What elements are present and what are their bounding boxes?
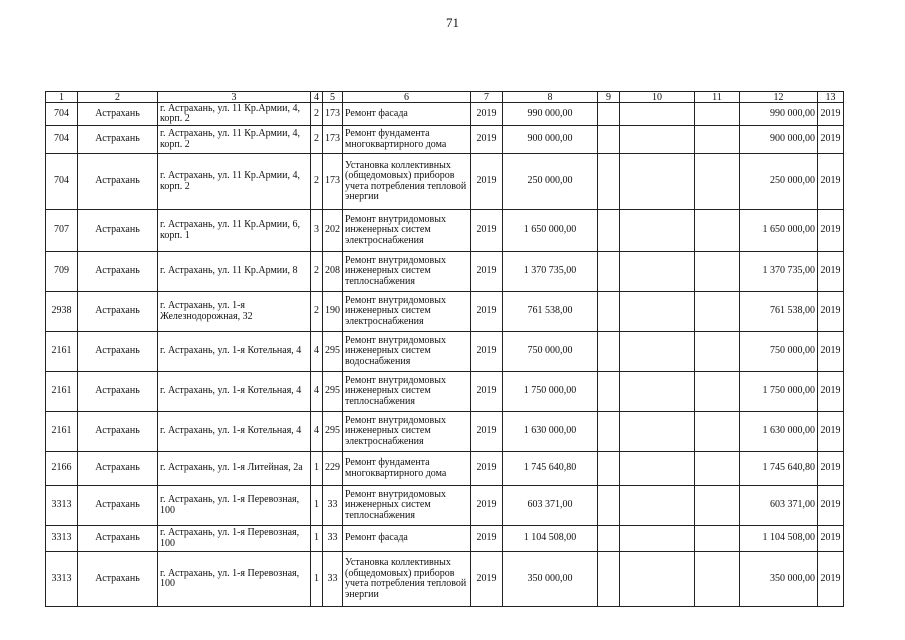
empty-cell [695, 292, 740, 332]
empty-cell [695, 210, 740, 252]
empty-cell [695, 486, 740, 526]
municipality-cell: Астрахань [78, 332, 158, 372]
apartments-cell: 295 [323, 332, 343, 372]
municipality-cell: Астрахань [78, 154, 158, 210]
apartments-cell: 33 [323, 486, 343, 526]
end-year-cell: 2019 [818, 154, 844, 210]
floors-cell: 4 [311, 332, 323, 372]
address-cell: г. Астрахань, ул. 11 Кр.Армии, 4, корп. 2 [158, 154, 311, 210]
apartments-cell: 229 [323, 452, 343, 486]
total-cost-cell: 1 750 000,00 [740, 372, 818, 412]
cost-cell: 1 745 640,80 [503, 452, 598, 486]
address-cell: г. Астрахань, ул. 1-я Котельная, 4 [158, 412, 311, 452]
apartments-cell: 173 [323, 126, 343, 154]
floors-cell: 4 [311, 412, 323, 452]
municipality-cell: Астрахань [78, 252, 158, 292]
total-cost-cell: 900 000,00 [740, 126, 818, 154]
empty-cell [598, 332, 620, 372]
empty-cell [598, 372, 620, 412]
address-cell: г. Астрахань, ул. 11 Кр.Армии, 6, корп. 1 [158, 210, 311, 252]
total-cost-cell: 1 630 000,00 [740, 412, 818, 452]
empty-cell [620, 103, 695, 126]
empty-cell [620, 332, 695, 372]
address-cell: г. Астрахань, ул. 11 Кр.Армии, 4, корп. 2 [158, 103, 311, 126]
work-type-cell: Ремонт фундамента многоквартирного дома [343, 126, 471, 154]
empty-cell [598, 552, 620, 607]
year-cell: 2019 [471, 126, 503, 154]
apartments-cell: 208 [323, 252, 343, 292]
table-row [46, 210, 844, 252]
total-cost-cell: 1 650 000,00 [740, 210, 818, 252]
address-cell: г. Астрахань, ул. 1-я Котельная, 4 [158, 332, 311, 372]
apartments-cell: 295 [323, 372, 343, 412]
row-id-cell: 704 [46, 103, 78, 126]
total-cost-cell: 750 000,00 [740, 332, 818, 372]
cost-cell: 1 650 000,00 [503, 210, 598, 252]
year-cell: 2019 [471, 412, 503, 452]
end-year-cell: 2019 [818, 452, 844, 486]
total-cost-cell: 1 370 735,00 [740, 252, 818, 292]
table-row [46, 372, 844, 412]
empty-cell [620, 372, 695, 412]
header-cell: 5 [323, 92, 343, 103]
row-id-cell: 2166 [46, 452, 78, 486]
year-cell: 2019 [471, 154, 503, 210]
address-cell: г. Астрахань, ул. 11 Кр.Армии, 8 [158, 252, 311, 292]
header-cell: 2 [78, 92, 158, 103]
total-cost-cell: 350 000,00 [740, 552, 818, 607]
row-id-cell: 3313 [46, 526, 78, 552]
work-type-cell: Установка коллективных (общедомовых) приборов учета потребления тепловой энергии [343, 154, 471, 210]
row-id-cell: 2161 [46, 332, 78, 372]
end-year-cell: 2019 [818, 332, 844, 372]
empty-cell [598, 154, 620, 210]
floors-cell: 2 [311, 103, 323, 126]
end-year-cell: 2019 [818, 292, 844, 332]
header-cell: 6 [343, 92, 471, 103]
header-row [46, 92, 844, 103]
table-row [46, 103, 844, 126]
empty-cell [695, 526, 740, 552]
municipality-cell: Астрахань [78, 372, 158, 412]
header-cell: 13 [818, 92, 844, 103]
work-type-cell: Ремонт внутридомовых инженерных систем электроснабжения [343, 292, 471, 332]
floors-cell: 1 [311, 452, 323, 486]
row-id-cell: 3313 [46, 552, 78, 607]
municipality-cell: Астрахань [78, 552, 158, 607]
table-row [46, 486, 844, 526]
address-cell: г. Астрахань, ул. 1-я Перевозная, 100 [158, 552, 311, 607]
cost-cell: 1 750 000,00 [503, 372, 598, 412]
municipality-cell: Астрахань [78, 412, 158, 452]
row-id-cell: 2161 [46, 372, 78, 412]
empty-cell [695, 412, 740, 452]
cost-cell: 250 000,00 [503, 154, 598, 210]
municipality-cell: Астрахань [78, 292, 158, 332]
work-type-cell: Ремонт фасада [343, 526, 471, 552]
apartments-cell: 173 [323, 103, 343, 126]
address-cell: г. Астрахань, ул. 11 Кр.Армии, 4, корп. 2 [158, 126, 311, 154]
apartments-cell: 190 [323, 292, 343, 332]
empty-cell [620, 210, 695, 252]
end-year-cell: 2019 [818, 372, 844, 412]
empty-cell [695, 332, 740, 372]
address-cell: г. Астрахань, ул. 1-я Литейная, 2а [158, 452, 311, 486]
municipality-cell: Астрахань [78, 486, 158, 526]
empty-cell [598, 486, 620, 526]
empty-cell [598, 292, 620, 332]
floors-cell: 1 [311, 552, 323, 607]
total-cost-cell: 603 371,00 [740, 486, 818, 526]
empty-cell [598, 526, 620, 552]
empty-cell [620, 292, 695, 332]
end-year-cell: 2019 [818, 412, 844, 452]
table-row [46, 526, 844, 552]
apartments-cell: 295 [323, 412, 343, 452]
total-cost-cell: 1 104 508,00 [740, 526, 818, 552]
year-cell: 2019 [471, 372, 503, 412]
apartments-cell: 202 [323, 210, 343, 252]
table-row [46, 332, 844, 372]
empty-cell [598, 210, 620, 252]
total-cost-cell: 761 538,00 [740, 292, 818, 332]
year-cell: 2019 [471, 252, 503, 292]
empty-cell [598, 452, 620, 486]
empty-cell [695, 552, 740, 607]
work-type-cell: Ремонт внутридомовых инженерных систем теплоснабжения [343, 372, 471, 412]
row-id-cell: 2938 [46, 292, 78, 332]
apartments-cell: 173 [323, 154, 343, 210]
row-id-cell: 2161 [46, 412, 78, 452]
table-row [46, 252, 844, 292]
total-cost-cell: 1 745 640,80 [740, 452, 818, 486]
address-cell: г. Астрахань, ул. 1-я Железнодорожная, 32 [158, 292, 311, 332]
total-cost-cell: 990 000,00 [740, 103, 818, 126]
year-cell: 2019 [471, 486, 503, 526]
work-type-cell: Ремонт внутридомовых инженерных систем электроснабжения [343, 412, 471, 452]
empty-cell [598, 103, 620, 126]
header-cell: 9 [598, 92, 620, 103]
cost-cell: 1 630 000,00 [503, 412, 598, 452]
municipality-cell: Астрахань [78, 103, 158, 126]
floors-cell: 2 [311, 292, 323, 332]
floors-cell: 1 [311, 526, 323, 552]
table-row [46, 126, 844, 154]
year-cell: 2019 [471, 552, 503, 607]
empty-cell [620, 552, 695, 607]
floors-cell: 2 [311, 252, 323, 292]
empty-cell [598, 126, 620, 154]
end-year-cell: 2019 [818, 210, 844, 252]
floors-cell: 3 [311, 210, 323, 252]
row-id-cell: 704 [46, 154, 78, 210]
table-row [46, 452, 844, 486]
cost-cell: 350 000,00 [503, 552, 598, 607]
row-id-cell: 707 [46, 210, 78, 252]
year-cell: 2019 [471, 292, 503, 332]
empty-cell [598, 412, 620, 452]
year-cell: 2019 [471, 526, 503, 552]
empty-cell [695, 154, 740, 210]
address-cell: г. Астрахань, ул. 1-я Котельная, 4 [158, 372, 311, 412]
empty-cell [695, 452, 740, 486]
header-cell: 7 [471, 92, 503, 103]
year-cell: 2019 [471, 452, 503, 486]
header-cell: 10 [620, 92, 695, 103]
empty-cell [620, 526, 695, 552]
row-id-cell: 3313 [46, 486, 78, 526]
work-type-cell: Ремонт внутридомовых инженерных систем теплоснабжения [343, 252, 471, 292]
work-type-cell: Ремонт фасада [343, 103, 471, 126]
total-cost-cell: 250 000,00 [740, 154, 818, 210]
municipality-cell: Астрахань [78, 126, 158, 154]
cost-cell: 750 000,00 [503, 332, 598, 372]
row-id-cell: 709 [46, 252, 78, 292]
header-cell: 12 [740, 92, 818, 103]
floors-cell: 2 [311, 126, 323, 154]
apartments-cell: 33 [323, 526, 343, 552]
header-cell: 11 [695, 92, 740, 103]
header-cell: 3 [158, 92, 311, 103]
year-cell: 2019 [471, 103, 503, 126]
empty-cell [620, 154, 695, 210]
empty-cell [695, 372, 740, 412]
address-cell: г. Астрахань, ул. 1-я Перевозная, 100 [158, 486, 311, 526]
work-type-cell: Ремонт внутридомовых инженерных систем водоснабжения [343, 332, 471, 372]
municipality-cell: Астрахань [78, 452, 158, 486]
work-type-cell: Ремонт внутридомовых инженерных систем электроснабжения [343, 210, 471, 252]
year-cell: 2019 [471, 210, 503, 252]
work-type-cell: Ремонт фундамента многоквартирного дома [343, 452, 471, 486]
end-year-cell: 2019 [818, 126, 844, 154]
empty-cell [620, 126, 695, 154]
table-row [46, 154, 844, 210]
municipality-cell: Астрахань [78, 526, 158, 552]
empty-cell [620, 412, 695, 452]
apartments-cell: 33 [323, 552, 343, 607]
floors-cell: 1 [311, 486, 323, 526]
cost-cell: 1 370 735,00 [503, 252, 598, 292]
cost-cell: 1 104 508,00 [503, 526, 598, 552]
empty-cell [620, 452, 695, 486]
end-year-cell: 2019 [818, 103, 844, 126]
page-number: 71 [446, 15, 459, 30]
repair-program-table [45, 91, 844, 607]
end-year-cell: 2019 [818, 252, 844, 292]
work-type-cell: Установка коллективных (общедомовых) приборов учета потребления тепловой энергии [343, 552, 471, 607]
empty-cell [598, 252, 620, 292]
cost-cell: 761 538,00 [503, 292, 598, 332]
cost-cell: 603 371,00 [503, 486, 598, 526]
address-cell: г. Астрахань, ул. 1-я Перевозная, 100 [158, 526, 311, 552]
year-cell: 2019 [471, 332, 503, 372]
empty-cell [695, 103, 740, 126]
table-row [46, 552, 844, 607]
table-row [46, 412, 844, 452]
floors-cell: 2 [311, 154, 323, 210]
cost-cell: 990 000,00 [503, 103, 598, 126]
end-year-cell: 2019 [818, 552, 844, 607]
empty-cell [695, 252, 740, 292]
empty-cell [620, 486, 695, 526]
municipality-cell: Астрахань [78, 210, 158, 252]
empty-cell [620, 252, 695, 292]
cost-cell: 900 000,00 [503, 126, 598, 154]
empty-cell [695, 126, 740, 154]
work-type-cell: Ремонт внутридомовых инженерных систем теплоснабжения [343, 486, 471, 526]
end-year-cell: 2019 [818, 526, 844, 552]
header-cell: 1 [46, 92, 78, 103]
row-id-cell: 704 [46, 126, 78, 154]
end-year-cell: 2019 [818, 486, 844, 526]
header-cell: 4 [311, 92, 323, 103]
header-cell: 8 [503, 92, 598, 103]
table-row [46, 292, 844, 332]
floors-cell: 4 [311, 372, 323, 412]
